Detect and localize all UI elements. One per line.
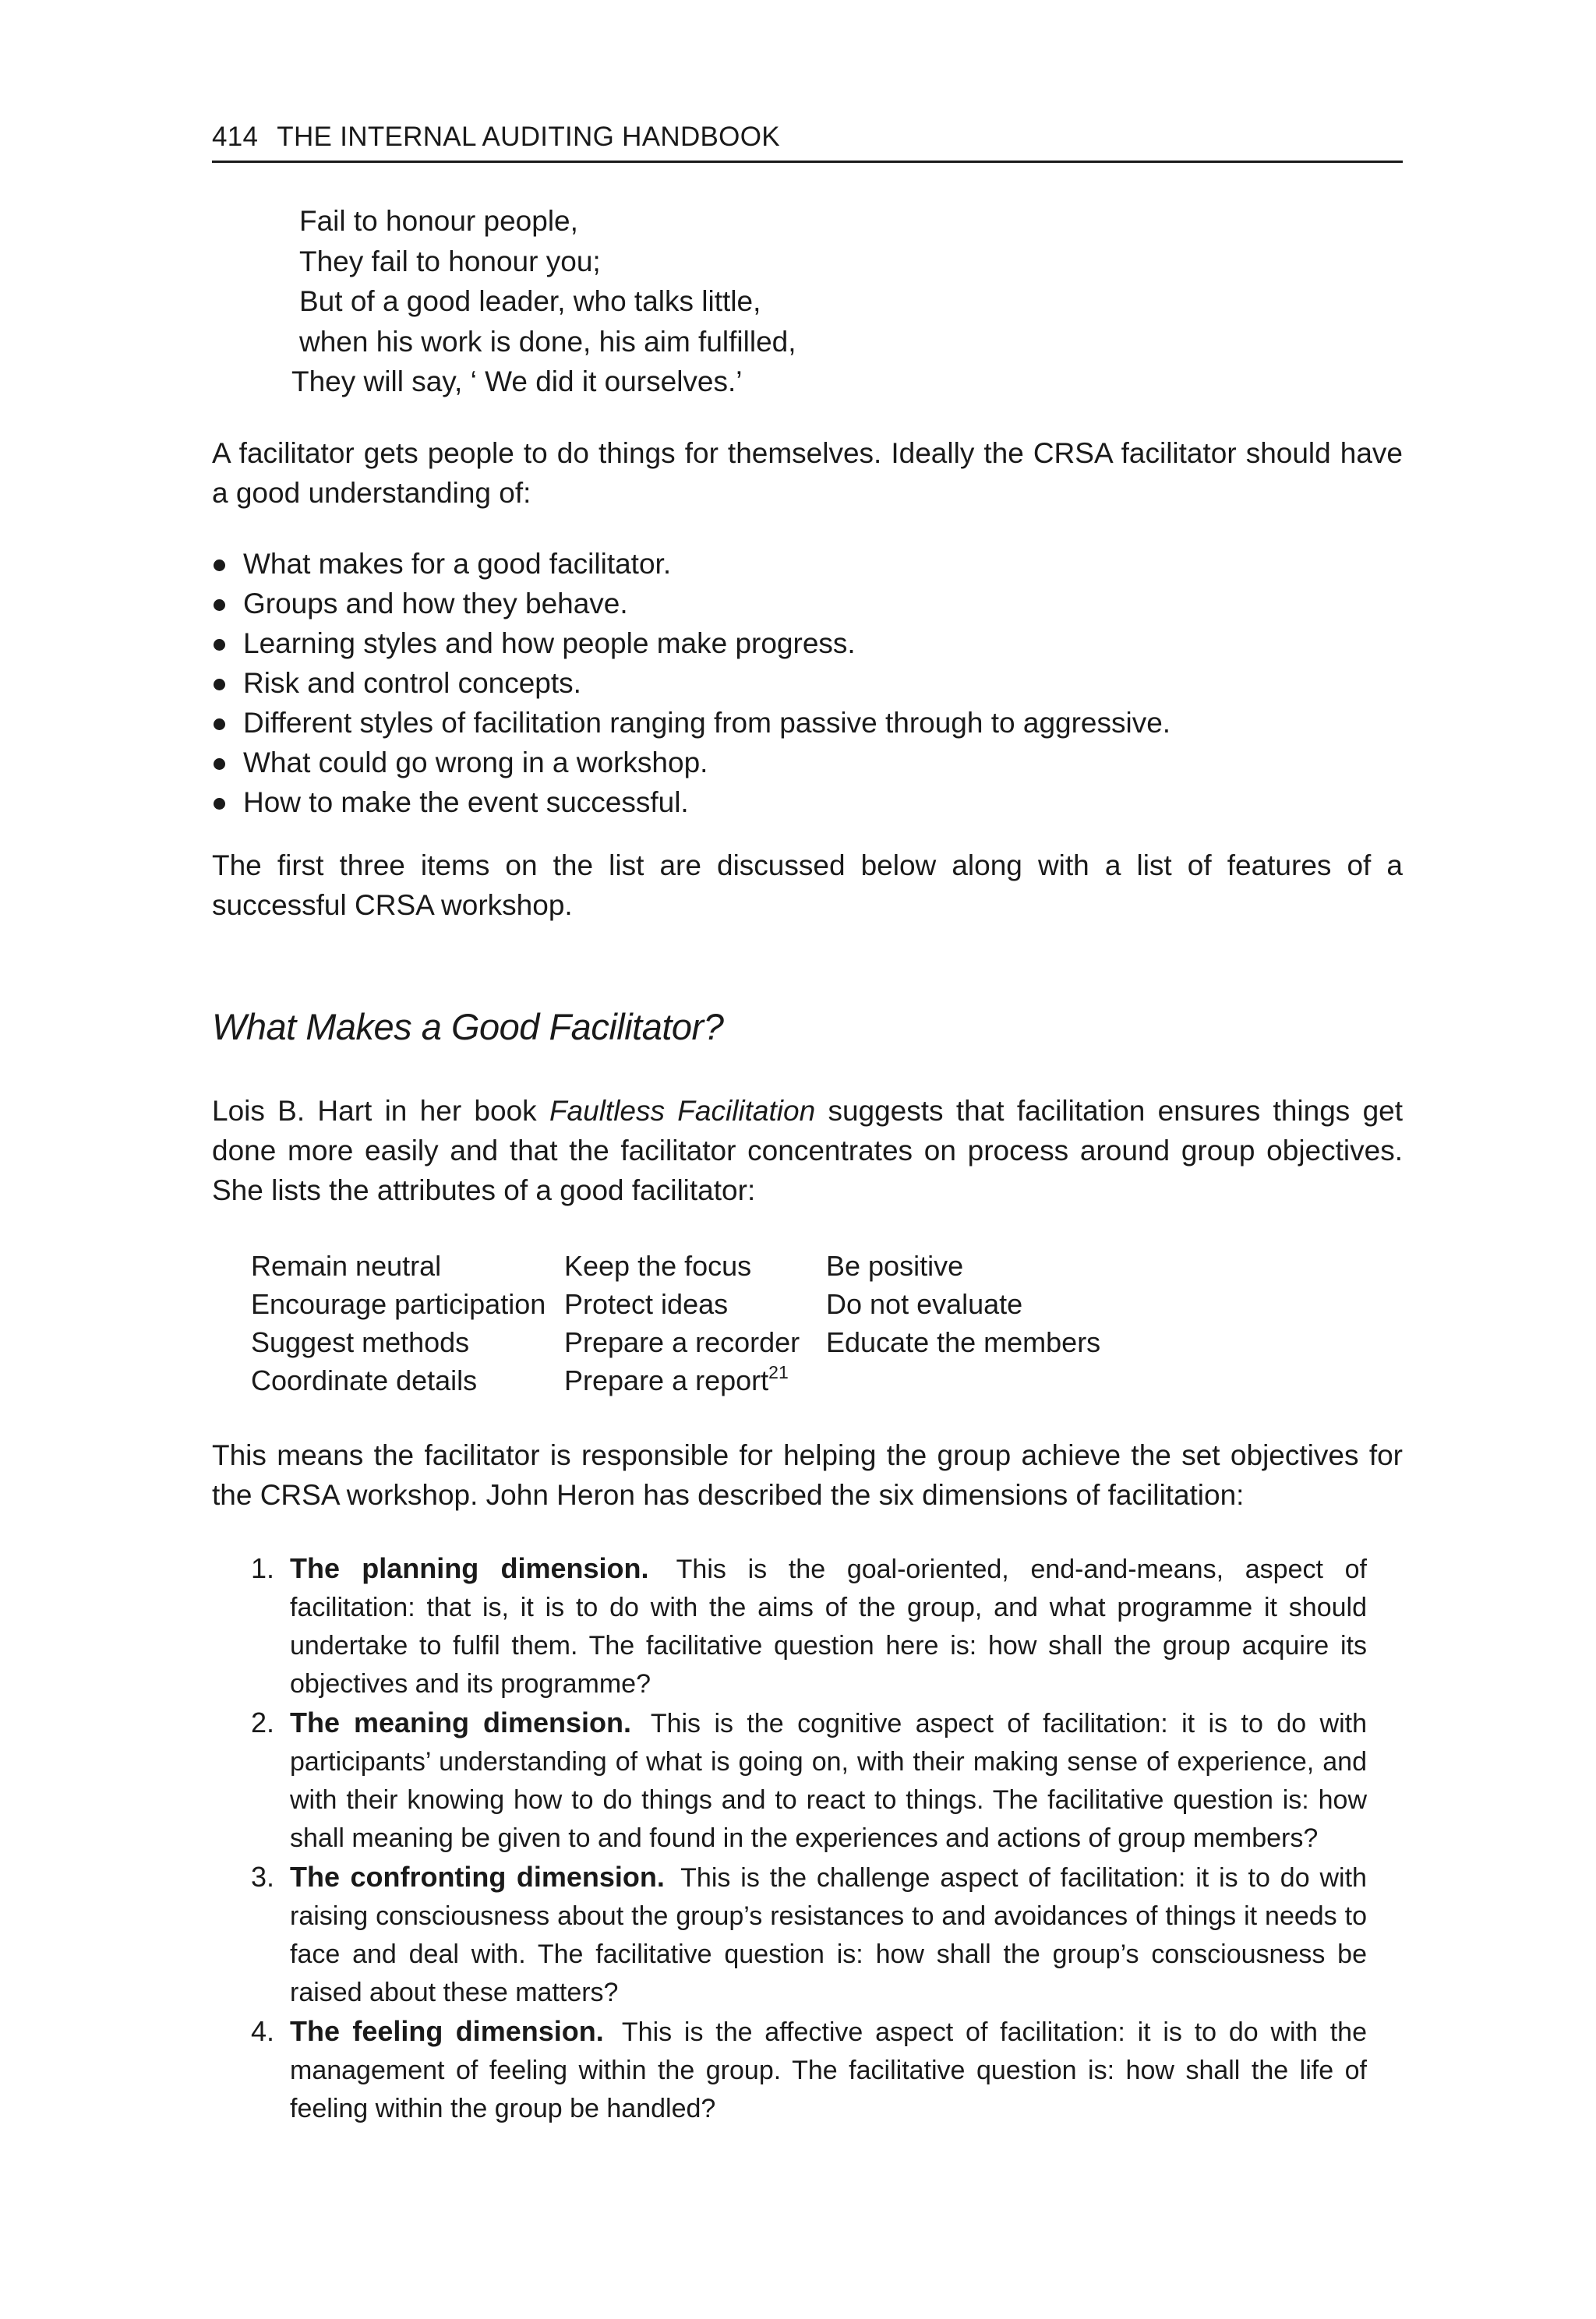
item-title: The planning dimension.: [290, 1552, 649, 1584]
list-item: Learning styles and how people make progress.: [212, 623, 1171, 663]
table-cell: Prepare a report$^{21}$: [564, 1362, 789, 1396]
poem-line: But of a good leader, who talks little,: [299, 285, 761, 317]
table-cell: Keep the focus: [564, 1250, 752, 1282]
table-cell: Coordinate details: [251, 1364, 478, 1396]
list-item: What could go wrong in a workshop.: [212, 743, 1171, 782]
bullet-icon: [214, 718, 225, 730]
item-text: This is the challenge aspect of facilitation: it is to do with raising consciousness about the group’s resistances to and avoidances of things it needs to face and deal with. The facilitative question is: how shall the group’s consciousness be raised about these matters?: [290, 1863, 1367, 2007]
table-cell: Educate the members: [826, 1326, 1101, 1358]
list-item: [251, 1858, 1367, 2012]
table-cell: Protect ideas: [564, 1288, 729, 1320]
item-number: 1.: [251, 1552, 275, 1584]
table-cell: Suggest methods: [251, 1326, 470, 1358]
table-cell: Encourage participation: [251, 1288, 546, 1320]
list-item: Risk and control concepts.: [212, 663, 1171, 703]
bullet-icon: [214, 599, 225, 611]
list-item: [251, 1703, 1367, 1858]
table-cell: Prepare a recorder: [564, 1326, 800, 1358]
table-cell: Remain neutral: [251, 1250, 442, 1282]
bullet-icon: [214, 639, 225, 651]
list-item: Groups and how they behave.: [212, 584, 1171, 623]
bullet-icon: [214, 798, 225, 810]
bullet-icon: [214, 758, 225, 770]
facilitator-knowledge-list: [212, 544, 1171, 822]
bullet-icon: [214, 679, 225, 690]
facilitator-attributes-table: [251, 1247, 1138, 1400]
table-row: [251, 1323, 1138, 1361]
book-title-italic: Faultless Facilitation: [549, 1095, 816, 1127]
table-cell: Do not evaluate: [826, 1288, 1023, 1320]
item-title: The feeling dimension.: [290, 2015, 604, 2047]
footnote-reference: 21: [768, 1362, 789, 1382]
list-item: [251, 2012, 1367, 2128]
poem-line: They fail to honour you;: [299, 245, 601, 277]
item-number: 2.: [251, 1707, 275, 1738]
poem-line: They will say, ‘ We did it ourselves.’: [291, 365, 743, 397]
table-cell: Be positive: [826, 1250, 964, 1282]
table-row: [251, 1247, 1138, 1285]
after-list-paragraph: The first three items on the list are discussed below along with a list of features of a successful CRSA workshop.: [212, 849, 1403, 921]
facilitation-dimensions-list: [251, 1549, 1367, 2128]
item-number: 4.: [251, 2015, 275, 2047]
running-header: [212, 118, 1403, 163]
poem-quote: [291, 201, 796, 402]
list-item: [251, 1549, 1367, 1703]
item-title: The confronting dimension.: [290, 1861, 665, 1893]
bullet-icon: [214, 559, 225, 571]
item-number: 3.: [251, 1861, 275, 1893]
item-text: This is the affective aspect of facilitation: it is to do with the management of feeling within the group. The facilitative question is: how shall the life of feeling within the group be handled?: [290, 2017, 1367, 2123]
list-item: How to make the event successful.: [212, 782, 1171, 822]
item-text: This is the goal-oriented, end-and-means, aspect of facilitation: that is, it is to do with the aims of the group, and what programme it should undertake to fulfil them. The facilitative question here is: how shall the group acquire its objectives and its programme?: [290, 1555, 1367, 1699]
book-title: THE INTERNAL AUDITING HANDBOOK: [277, 122, 780, 152]
item-title: The meaning dimension.: [290, 1707, 631, 1738]
hart-paragraph: Lois B. Hart in her book Faultless Facilitation suggests that facilitation ensures things get done more easily and that the facilitator concentrates on process around group objectives. She lists the attributes of a good facilitator:: [212, 1095, 1403, 1206]
table-row: [251, 1285, 1138, 1323]
table-cell: [826, 1361, 1138, 1400]
poem-line: when his work is done, his aim fulfilled,: [299, 325, 796, 358]
section-heading: What Makes a Good Facilitator?: [212, 1006, 724, 1047]
list-item: What makes for a good facilitator.: [212, 544, 1171, 584]
table-row: [251, 1361, 1138, 1400]
poem-line: Fail to honour people,: [299, 205, 578, 237]
item-text: This is the cognitive aspect of facilitation: it is to do with participants’ understanding of what is going on, with their making sense of experience, and with their knowing how to do things and to react to things. The facilitative question is: how shall meaning be given to and found in the experiences and actions of group members?: [290, 1709, 1367, 1853]
list-item: Different styles of facilitation ranging from passive through to aggressive.: [212, 703, 1171, 743]
page-number: 414: [212, 122, 259, 152]
intro-paragraph: A facilitator gets people to do things for themselves. Ideally the CRSA facilitator should have a good understanding of:: [212, 437, 1403, 509]
heron-paragraph: This means the facilitator is responsible for helping the group achieve the set objectives for the CRSA workshop. John Heron has described the six dimensions of facilitation:: [212, 1439, 1403, 1511]
